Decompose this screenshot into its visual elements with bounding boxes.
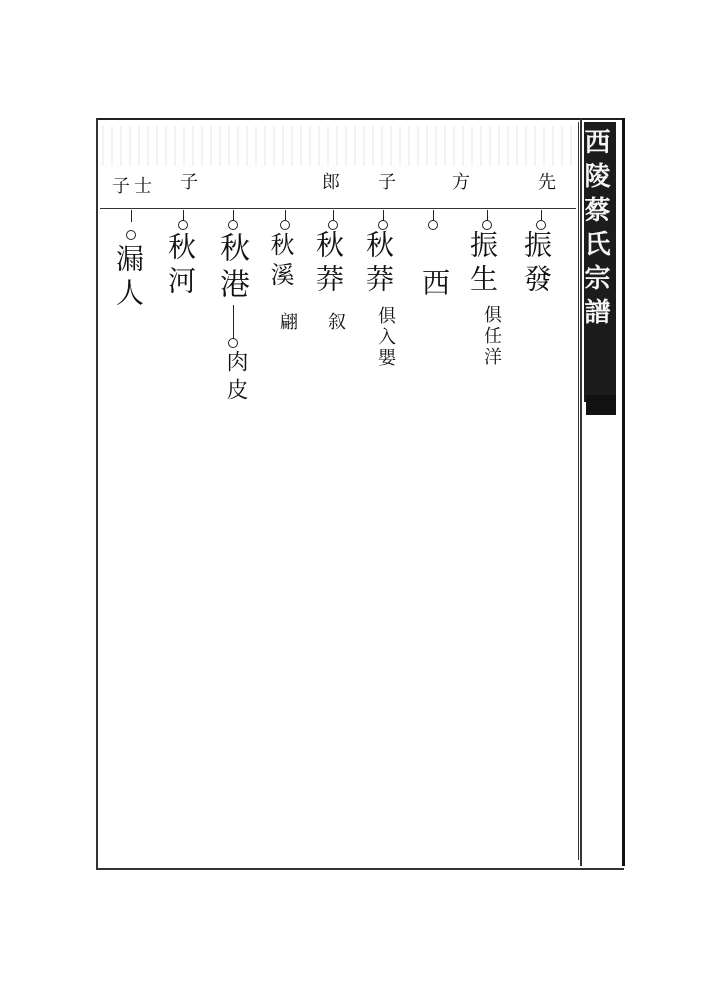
spine-mark xyxy=(586,395,616,415)
lineage-stem xyxy=(131,210,132,222)
lineage-node xyxy=(178,220,188,230)
header-speckle xyxy=(102,126,572,166)
spine-label: 西陵蔡氏宗譜 xyxy=(580,128,610,332)
person-name: 西 xyxy=(418,268,451,302)
person-name: 秋莽 xyxy=(312,230,345,298)
generation-label-2: 方 xyxy=(449,172,470,190)
lineage-node xyxy=(428,220,438,230)
person-name: 秋莽 xyxy=(362,230,395,298)
generation-label-5: 子 xyxy=(177,172,198,190)
lineage-node xyxy=(126,230,136,240)
lineage-node xyxy=(536,220,546,230)
lineage-node xyxy=(228,338,238,348)
person-name: 秋港 xyxy=(214,232,249,304)
generation-label-3: 子 xyxy=(375,172,396,190)
lineage-stem xyxy=(233,305,234,339)
person-note: 叙 xyxy=(325,312,346,333)
person-name: 漏人 xyxy=(112,244,145,312)
person-name: 振發 xyxy=(520,230,553,298)
generation-label-6: 子士 xyxy=(112,176,156,197)
person-name: 振生 xyxy=(466,230,499,298)
generation-label-4: 郎 xyxy=(319,172,340,190)
lineage-node xyxy=(228,220,238,230)
lineage-node xyxy=(482,220,492,230)
person-note: 俱入嬰 xyxy=(375,306,396,369)
child-name: 肉皮 xyxy=(223,350,248,406)
person-note: 翩 xyxy=(277,312,298,333)
lineage-node xyxy=(378,220,388,230)
header-divider xyxy=(100,208,576,209)
lineage-node xyxy=(328,220,338,230)
generation-label-1: 先 xyxy=(535,172,556,190)
person-name: 秋河 xyxy=(164,232,197,300)
person-note: 俱任洋 xyxy=(481,305,502,368)
person-name: 秋溪 xyxy=(266,232,294,292)
lineage-node xyxy=(280,220,290,230)
